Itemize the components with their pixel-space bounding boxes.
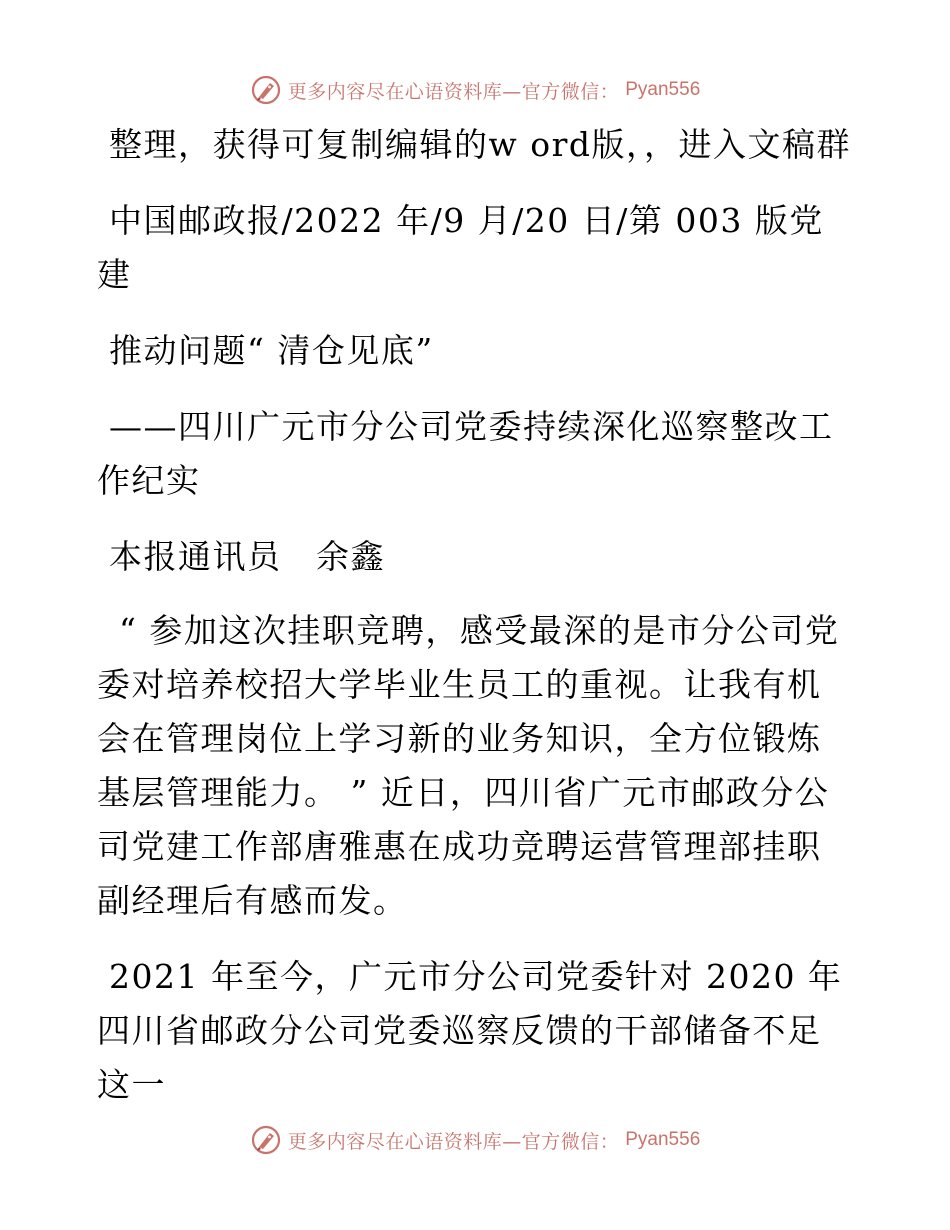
document-body (97, 118, 853, 1112)
article-title: 推动问题“ 清仓见底” (109, 331, 434, 370)
article-byline: 本报通讯员 余鑫 (109, 537, 385, 576)
footer-watermark (0, 1122, 950, 1158)
document-source-line: 中国邮政报/2022 年/9 月/20 日/第 003 版党建 (97, 201, 824, 294)
watermark-text: 更多内容尽在心语资料库—官方微信： (287, 1130, 620, 1153)
pen-nib-icon (250, 74, 282, 106)
document-paragraph: “ 参加这次挂职竞聘，感受最深的是市分公司党委对培养校招大学毕业生员工的重视。让我有机会在管理岗位上学习新的业务知识，全方位锻炼基层管理能力。 ” 近日，四川省广元市邮政分公司党建工作部唐雅惠在成功竞聘运营管理部挂职副经理后有感而发。 (97, 611, 840, 920)
watermark-wechat-id: Pyan556 (625, 79, 701, 100)
article-subtitle: ——四川广元市分公司党委持续深化巡察整改工作纪实 (97, 407, 834, 500)
watermark-text: 更多内容尽在心语资料库—官方微信： (287, 80, 620, 103)
pen-nib-icon (250, 1124, 282, 1156)
header-watermark (0, 72, 950, 108)
watermark-wechat-id: Pyan556 (625, 1129, 701, 1150)
document-paragraph: 整理，获得可复制编辑的w ord版，，进入文稿群 (109, 125, 852, 164)
document-paragraph: 2021 年至今，广元市分公司党委针对 2020 年四川省邮政分公司党委巡察反馈的干部储备不足这一 (97, 957, 843, 1104)
